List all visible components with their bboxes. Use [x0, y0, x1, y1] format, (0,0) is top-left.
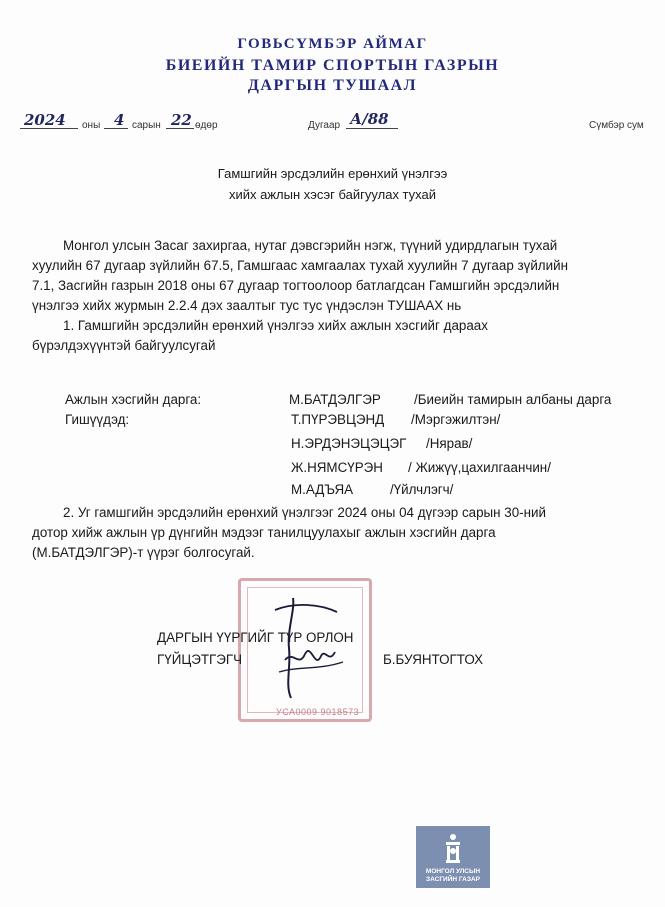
item1-line-2: бүрэлдэхүүнтэй байгуулсугай: [32, 338, 216, 353]
committee-members-label: Гишүүдэд:: [65, 412, 130, 427]
document-number: А/88: [350, 110, 389, 128]
member-role: /Нярав/: [426, 436, 473, 451]
date-year: 2024: [24, 111, 66, 129]
member-role: /Үйлчлэгч/: [390, 482, 454, 497]
title-line-1: Гамшгийн эрсдэлийн ерөнхий үнэлгээ: [217, 166, 448, 181]
signatory-name: Б.БУЯНТОГТОХ: [383, 652, 484, 667]
header-document-type: ДАРГЫН ТУШААЛ: [247, 77, 418, 94]
committee-head-label: Ажлын хэсгийн дарга:: [65, 392, 202, 407]
soyombo-emblem-icon: [442, 832, 464, 864]
number-label: Дугаар: [308, 120, 341, 131]
handwritten-signature: [265, 590, 355, 705]
item2-line-1: 2. Уг гамшгийн эрсдэлийн ерөнхий үнэлгээг 2024 оны 04 дүгээр сарын 30-ний: [63, 505, 546, 520]
member-role: /Мэргэжилтэн/: [411, 412, 501, 427]
intro-line-4: үнэлгээ хийх журмын 2.2.4 дэх заалтыг тус тус үндэслэн ТУШААХ нь: [32, 298, 462, 313]
signatory-title-line-1: ДАРГЫН ҮҮРГИЙГ ТҮР ОРЛОН: [157, 630, 354, 645]
intro-line-2: хуулийн 67 дугаар зүйлийн 67.5, Гамшгаас хамгаалах тухай хуулийн 7 дугаар зүйлийн: [32, 258, 568, 273]
stamp-number: УСА0009 9018573: [276, 707, 360, 717]
date-day-line: [166, 128, 194, 129]
title-line-2: хийх ажлын хэсэг байгуулах тухай: [228, 187, 437, 202]
date-month-line: [104, 128, 128, 129]
date-day-suffix: өдөр: [195, 120, 218, 131]
header-organization: БИЕИЙН ТАМИР СПОРТЫН ГАЗРЫН: [165, 57, 500, 74]
member-name: Н.ЭРДЭНЭЦЭЦЭГ: [291, 436, 407, 451]
intro-line-3: 7.1, Засгийн газрын 2018 оны 67 дугаар тогтоолоор батлагдсан Гамшгийн эрсдэлийн: [32, 278, 560, 293]
date-day: 22: [171, 111, 192, 129]
header-region: ГОВЬСҮМБЭР АЙМАГ: [237, 36, 428, 52]
committee-head-role: /Биеийн тамирын албаны дарга: [414, 392, 612, 407]
item2-line-3: (М.БАТДЭЛГЭР)-т үүрэг болгосугай.: [32, 545, 255, 560]
member-name: Т.ПҮРЭВЦЭНД: [291, 412, 385, 427]
signatory-title-line-2: ГҮЙЦЭТГЭГЧ: [157, 652, 243, 667]
committee-head-name: М.БАТДЭЛГЭР: [289, 392, 381, 407]
government-logo: [416, 826, 490, 888]
item1-line-1: 1. Гамшгийн эрсдэлийн ерөнхий үнэлгээ хийх ажлын хэсгийг дараах: [63, 318, 488, 333]
member-name: М.АДЪЯА: [291, 482, 354, 497]
gov-logo-line-2: ЗАСГИЙН ГАЗАР: [426, 876, 480, 883]
date-year-suffix: оны: [82, 120, 101, 131]
member-name: Ж.НЯМСҮРЭН: [291, 460, 383, 475]
gov-logo-line-1: МОНГОЛ УЛСЫН: [425, 868, 481, 875]
date-year-line: [20, 128, 78, 129]
intro-line-1: Монгол улсын Засаг захиргаа, нутаг дэвсгэрийн нэгж, түүний удирдлагын тухай: [63, 238, 558, 253]
date-month: 4: [114, 111, 125, 129]
item2-line-2: дотор хийж ажлын үр дүнгийн мэдээг танилцуулахыг ажлын хэсгийн дарга: [32, 525, 496, 540]
date-month-suffix: сарын: [132, 120, 161, 131]
place: Сүмбэр сум: [589, 120, 644, 131]
member-role: / Жижүү,цахилгаанчин/: [408, 460, 551, 475]
document-number-line: [346, 128, 398, 129]
